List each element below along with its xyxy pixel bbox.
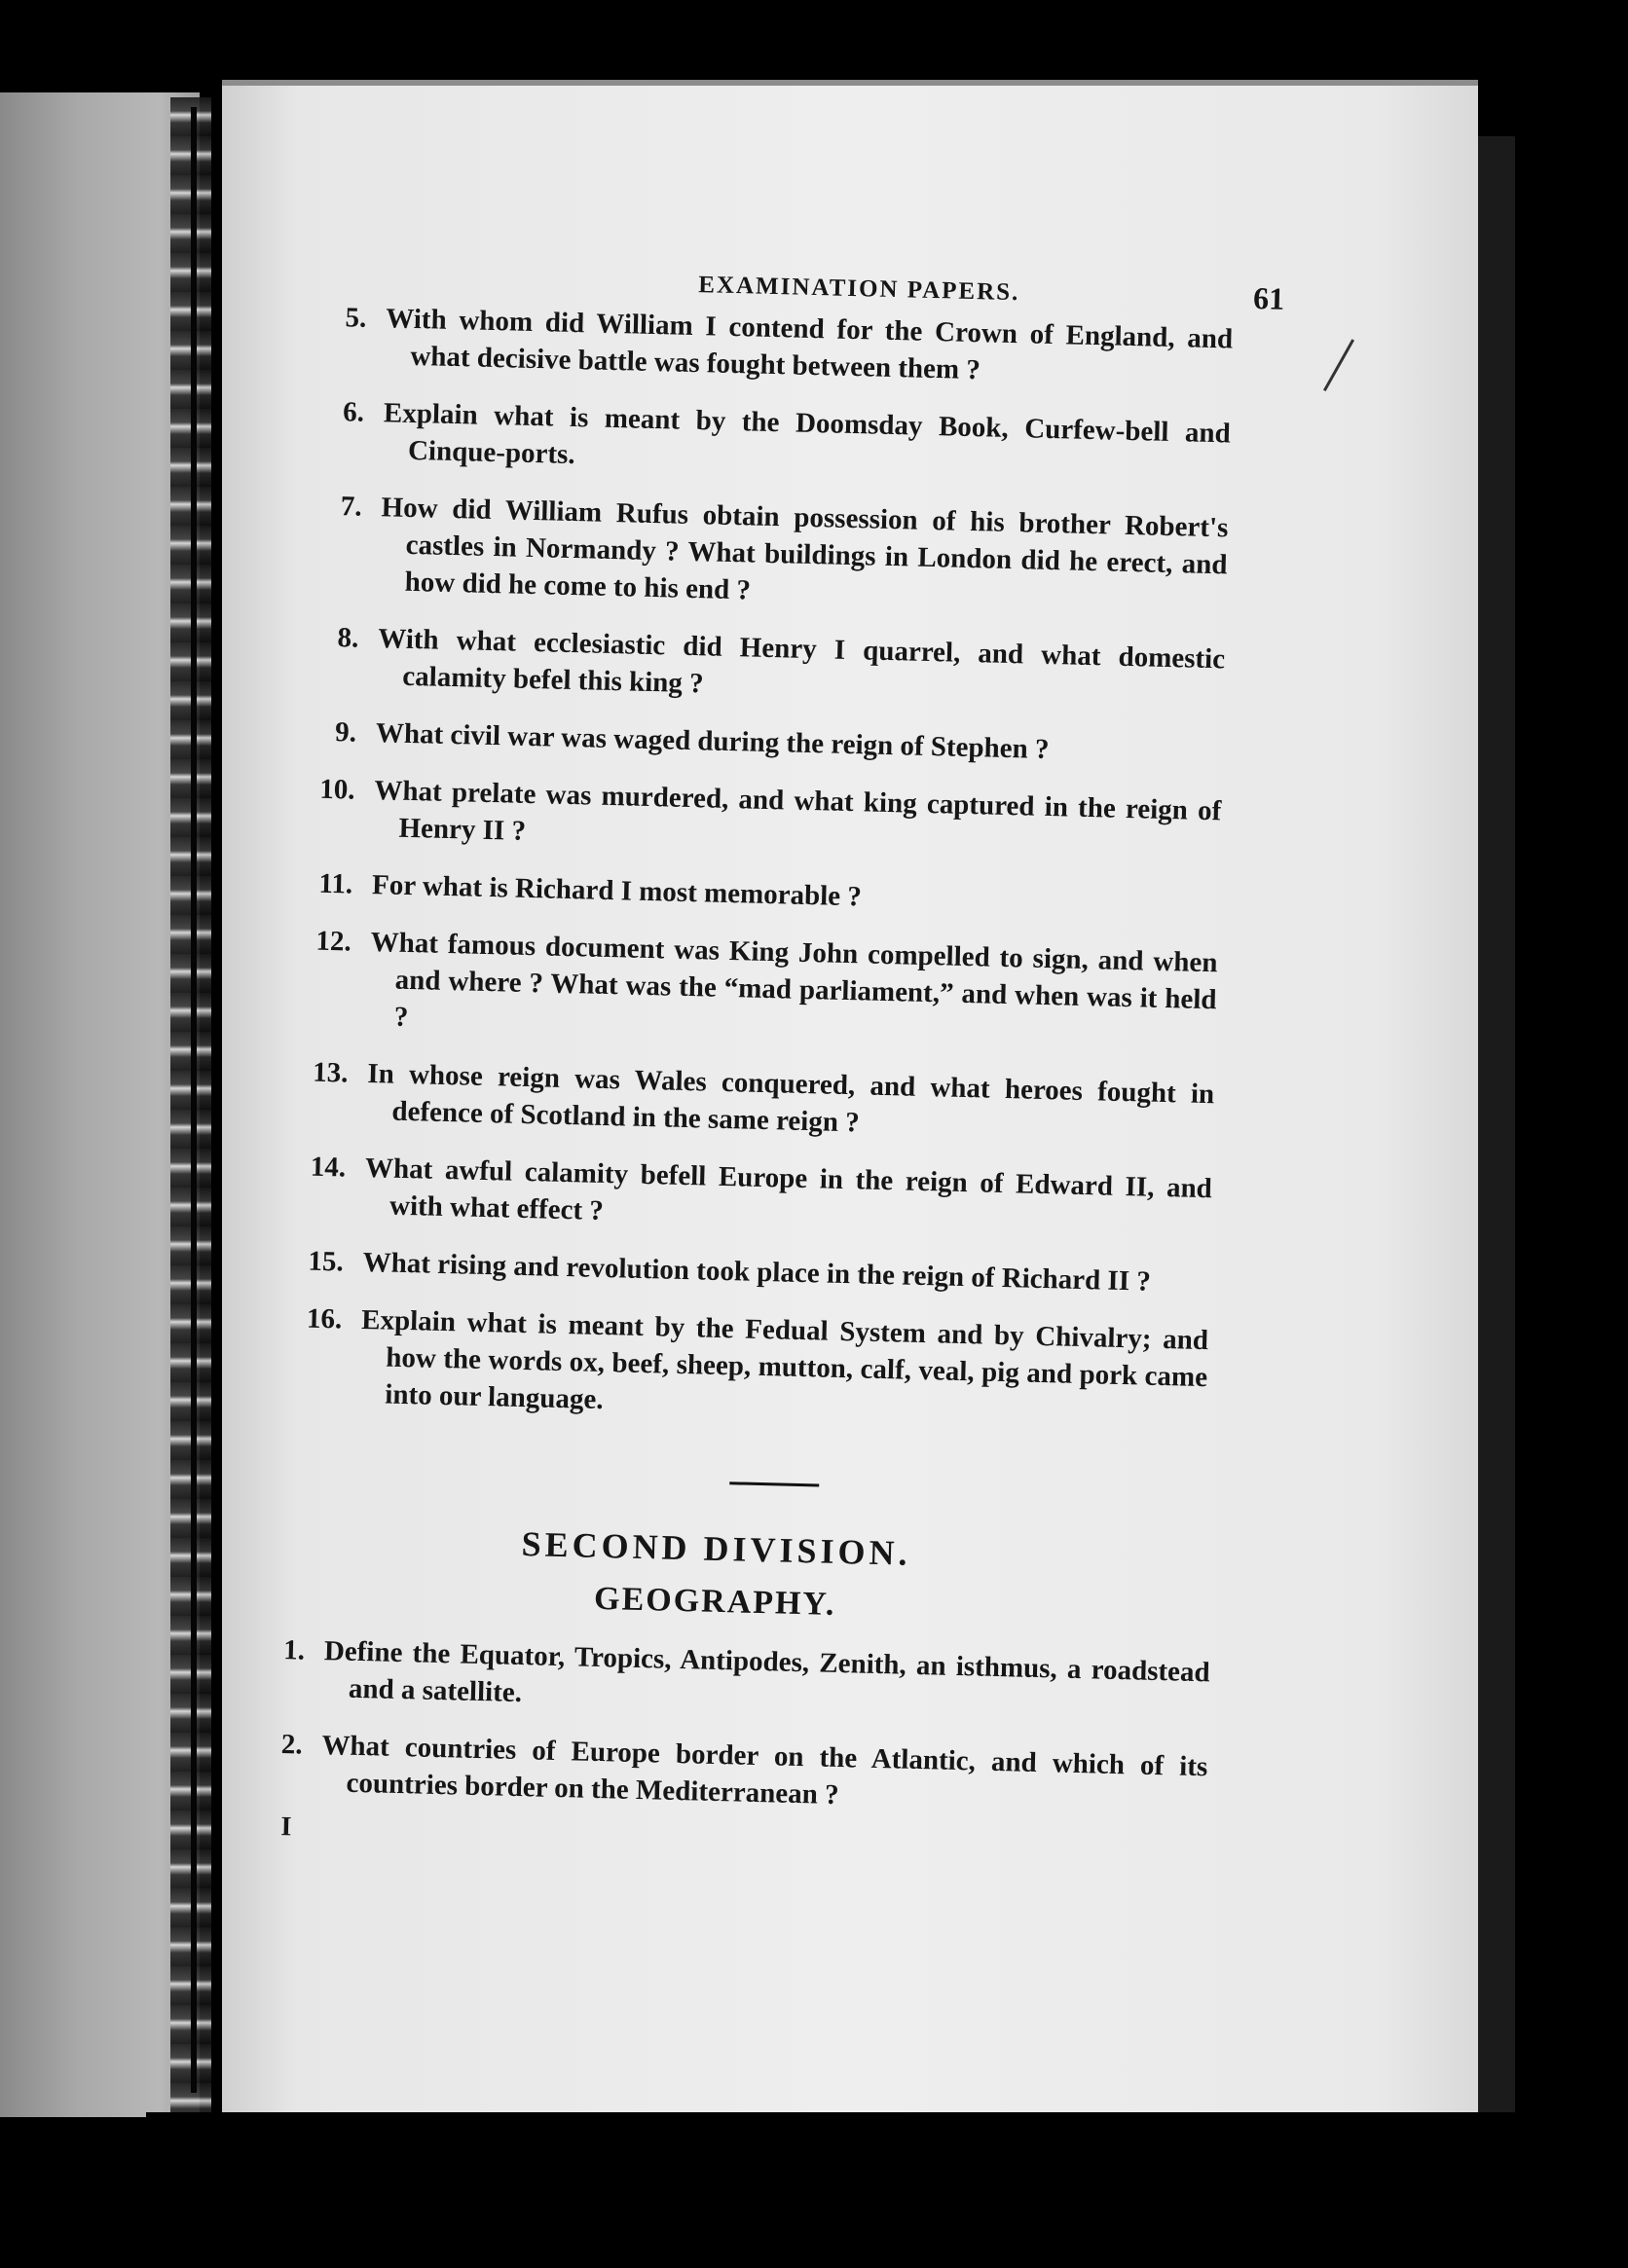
question-text: What prelate was murdered, and what king captured in the reign of Henry II ? bbox=[374, 775, 1222, 847]
question-number: 11. bbox=[318, 867, 353, 900]
question-number: 2. bbox=[280, 1729, 303, 1761]
question-item bbox=[275, 1242, 1210, 1301]
question-text: What awful calamity befell Europe in the reign of Edward II, and with what effect ? bbox=[364, 1152, 1213, 1226]
question-item bbox=[272, 1299, 1208, 1433]
page-number: 61 bbox=[1252, 280, 1285, 316]
page-top-edge bbox=[222, 80, 1478, 86]
question-item bbox=[277, 1148, 1213, 1244]
question-text: With what ecclesiastic did Henry I quarrel, and what domestic calamity befel this king ? bbox=[377, 623, 1226, 700]
question-item bbox=[285, 770, 1222, 866]
page-right-edge bbox=[1478, 136, 1515, 2137]
question-number: 15. bbox=[308, 1245, 345, 1278]
binding-gutter-line bbox=[191, 107, 197, 2093]
question-item bbox=[280, 922, 1217, 1055]
question-item bbox=[297, 298, 1234, 394]
question-item bbox=[233, 1725, 1208, 1822]
question-number: 7. bbox=[340, 491, 363, 523]
pencil-tick-mark bbox=[1323, 339, 1354, 391]
question-item bbox=[288, 713, 1224, 772]
question-text: In whose reign was Wales conquered, and what heroes fought in defence of Scotland in the same reign ? bbox=[367, 1058, 1215, 1139]
question-number: 13. bbox=[312, 1056, 349, 1089]
question-text: With whom did William I contend for the Crown of England, and what decisive battle was fought between them ? bbox=[385, 303, 1234, 386]
geography-question-list bbox=[233, 1630, 1210, 1843]
question-text: Define the Equator, Tropics, Antipodes, Zenith, an isthmus, a roadstead and a satellite. bbox=[323, 1635, 1211, 1709]
question-number: 10. bbox=[318, 773, 355, 806]
question-number: 5. bbox=[345, 302, 367, 334]
question-number: 8. bbox=[337, 622, 359, 654]
question-text: What famous document was King John compelled to sign, and when and where ? What was the “mad parliament,” and when was it held ? bbox=[370, 927, 1218, 1034]
scan-bottom-shadow bbox=[146, 2112, 1519, 2268]
question-item bbox=[236, 1630, 1211, 1728]
question-text: Explain what is meant by the Fedual System and by Chivalry; and how the words ox, beef, sheep, mutton, calf, veal, pig and pork came into our language. bbox=[360, 1303, 1209, 1416]
running-head: EXAMINATION PAPERS. bbox=[697, 272, 1020, 307]
question-number: 14. bbox=[310, 1151, 347, 1184]
division-heading: SECOND DIVISION. bbox=[521, 1524, 912, 1573]
question-number: 16. bbox=[306, 1302, 343, 1335]
history-question-list bbox=[271, 298, 1233, 1453]
question-text: What rising and revolution took place in the reign of Richard II ? bbox=[362, 1246, 1152, 1298]
book-page bbox=[222, 83, 1478, 2141]
question-item bbox=[295, 392, 1232, 489]
question-text: What countries of Europe border on the Atlantic, and which of its countries border on the Mediterranean ? bbox=[321, 1730, 1208, 1811]
question-number: 9. bbox=[334, 716, 357, 749]
question-item bbox=[291, 487, 1228, 620]
subject-heading: GEOGRAPHY. bbox=[593, 1580, 836, 1623]
question-number: 1. bbox=[282, 1634, 306, 1666]
question-text: For what is Richard I most memorable ? bbox=[371, 869, 863, 913]
signature-mark: I bbox=[280, 1811, 292, 1843]
question-text: What civil war was waged during the reign of Stephen ? bbox=[375, 717, 1050, 766]
question-item bbox=[278, 1053, 1215, 1150]
question-item bbox=[284, 864, 1220, 924]
question-text: Explain what is meant by the Doomsday Book, Curfew-bell and Cinque-ports. bbox=[383, 397, 1232, 471]
section-divider-rule bbox=[729, 1482, 819, 1486]
question-number: 12. bbox=[315, 925, 352, 958]
question-number: 6. bbox=[342, 396, 365, 428]
question-item bbox=[289, 618, 1226, 714]
page-text-block bbox=[196, 68, 1501, 2157]
question-text: How did William Rufus obtain possession of his brother Robert's castles in Normandy ? What buildings in London did he erect, and how did he come to his end ? bbox=[381, 492, 1229, 606]
